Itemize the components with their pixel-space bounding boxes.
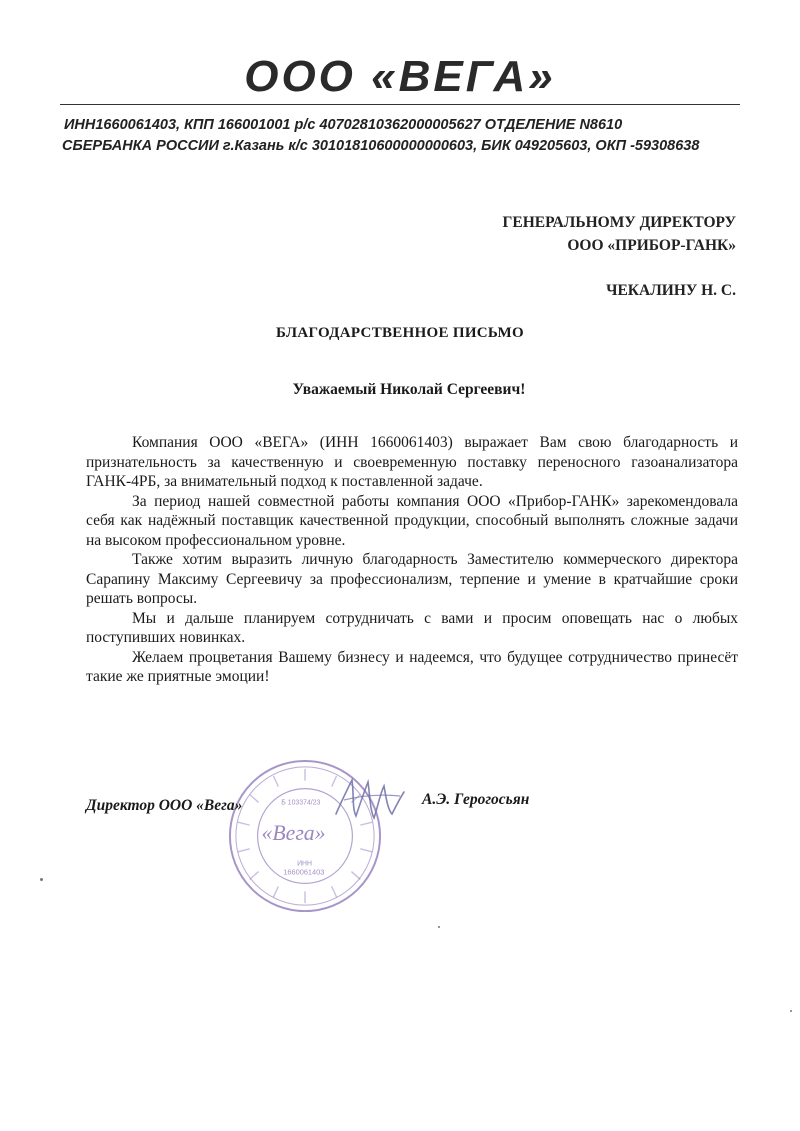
document-title: БЛАГОДАРСТВЕННОЕ ПИСЬМО xyxy=(276,325,524,341)
letter-body xyxy=(86,433,738,687)
addressee-block xyxy=(503,211,736,302)
addressee-position: ГЕНЕРАЛЬНОМУ ДИРЕКТОРУ xyxy=(502,214,736,231)
seal-center-text: «Вега» xyxy=(261,820,326,845)
seal-registration-number: Б 103374/23 xyxy=(281,799,321,807)
signatory-name: А.Э. Герогосьян xyxy=(422,791,530,808)
seal-inn-value: 1660061403 xyxy=(283,867,325,877)
company-requisites xyxy=(62,115,762,157)
body-paragraph: Желаем процветания Вашему бизнесу и надеемся, что будущее сотрудничество принесёт такие же приятные эмоции! xyxy=(86,648,738,685)
seal-inn-label: ИНН xyxy=(297,860,313,868)
requisites-line-2: СБЕРБАНКА РОССИИ г.Казань к/с 30101810600000000603, БИК 049205603, ОКП -59308638 xyxy=(62,138,700,154)
body-paragraph: За период нашей совместной работы компания ООО «Прибор-ГАНК» зарекомендовала себя как надёжный поставщик качественной продукции, способный выполнять сложные задачи на высоком профессиональном уровне. xyxy=(86,492,738,549)
salutation: Уважаемый Николай Сергеевич! xyxy=(292,381,526,398)
addressee-company: ООО «ПРИБОР-ГАНК» xyxy=(567,237,736,254)
handwritten-signature-icon xyxy=(330,770,410,830)
body-paragraph: Мы и дальше планируем сотрудничать с вами и просим оповещать нас о любых поступивших новинках. xyxy=(86,609,738,646)
addressee-name: ЧЕКАЛИНУ Н. С. xyxy=(606,282,736,299)
scan-speck xyxy=(790,1010,792,1012)
letterhead-divider xyxy=(60,104,740,105)
scan-speck xyxy=(40,878,43,881)
signatory-position: Директор ООО «Вега» xyxy=(86,797,243,814)
body-paragraph: Также хотим выразить личную благодарность Заместителю коммерческого директора Сарапину Максиму Сергеевичу за профессионализм, терпение и умение в кратчайшие сроки решать вопросы. xyxy=(86,551,738,607)
body-paragraph: Компания ООО «ВЕГА» (ИНН 1660061403) выражает Вам свою благодарность и признательность за качественную и своевременную поставку переносного газоанализатора ГАНК-4РБ, за внимательный подход к поставленной задаче. xyxy=(86,434,738,490)
requisites-line-1: ИНН1660061403, КПП 166001001 р/с 40702810362000005627 ОТДЕЛЕНИЕ N8610 xyxy=(64,117,623,133)
company-name-heading: ООО «ВЕГА» xyxy=(244,52,556,101)
scan-speck xyxy=(438,926,440,928)
